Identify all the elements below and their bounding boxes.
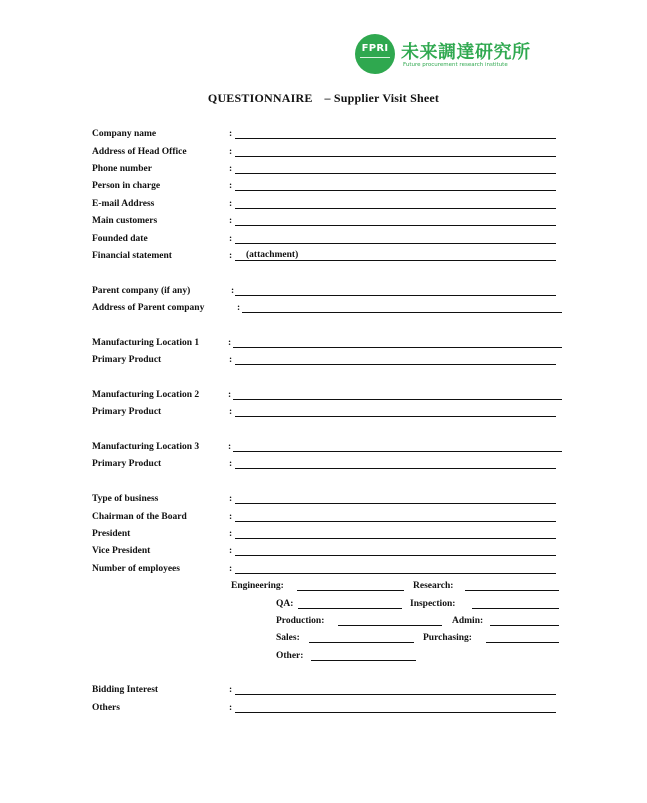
research-input-line[interactable] [465, 578, 559, 591]
colon: : [229, 251, 233, 261]
chairman-field [92, 509, 562, 523]
founded-date-field [92, 231, 562, 245]
mfg-location-2-input-line[interactable] [233, 387, 562, 400]
qa-label: QA: [276, 599, 294, 609]
inspection-field [410, 596, 561, 610]
others-field [92, 700, 562, 714]
mfg-location-1-input-line[interactable] [233, 335, 562, 348]
bidding-interest-field [92, 682, 562, 696]
colon: : [229, 512, 233, 522]
parent-company-label: Parent company (if any) [92, 286, 191, 296]
email-label: E-mail Address [92, 199, 155, 209]
sales-input-line[interactable] [309, 630, 414, 643]
title-main: QUESTIONNAIRE [207, 91, 313, 105]
colon: : [229, 199, 233, 209]
colon: : [229, 494, 233, 504]
colon: : [237, 303, 241, 313]
colon: : [229, 564, 233, 574]
other-label: Other: [276, 651, 304, 661]
purchasing-field [423, 630, 561, 644]
colon: : [229, 529, 233, 539]
primary-product-1-input-line[interactable] [235, 352, 556, 365]
president-input-line[interactable] [235, 526, 556, 539]
company-name-label: Company name [92, 129, 157, 139]
engineering-label: Engineering: [231, 581, 284, 591]
inspection-input-line[interactable] [472, 596, 559, 609]
financial-statement-value: (attachment) [246, 250, 299, 260]
vice-president-field [92, 543, 562, 557]
inspection-label: Inspection: [410, 599, 456, 609]
person-in-charge-input-line[interactable] [235, 178, 556, 191]
primary-product-2-input-line[interactable] [235, 404, 556, 417]
purchasing-label: Purchasing: [423, 633, 472, 643]
title-sub: – Supplier Visit Sheet [324, 91, 440, 105]
company-name-field [92, 126, 562, 140]
production-field [276, 613, 444, 627]
primary-product-2-field [92, 404, 562, 418]
main-customers-field [92, 213, 562, 227]
colon: : [229, 407, 233, 417]
vice-president-label: Vice President [92, 546, 151, 556]
parent-address-label: Address of Parent company [92, 303, 205, 313]
colon: : [228, 442, 232, 452]
primary-product-3-input-line[interactable] [235, 456, 556, 469]
mfg-location-2-field [92, 387, 562, 401]
colon: : [229, 234, 233, 244]
colon: : [229, 685, 233, 695]
type-of-business-field [92, 491, 562, 505]
num-employees-field [92, 561, 562, 575]
page-title [0, 91, 647, 106]
colon: : [228, 338, 232, 348]
type-of-business-input-line[interactable] [235, 491, 556, 504]
research-label: Research: [413, 581, 454, 591]
bidding-interest-input-line[interactable] [235, 682, 556, 695]
colon: : [231, 286, 235, 296]
num-employees-input-line[interactable] [235, 561, 556, 574]
head-office-label: Address of Head Office [92, 147, 187, 157]
vice-president-input-line[interactable] [235, 543, 556, 556]
company-logo [355, 34, 565, 74]
email-field [92, 196, 562, 210]
email-input-line[interactable] [235, 196, 556, 209]
admin-field [452, 613, 561, 627]
colon: : [229, 355, 233, 365]
engineering-field [231, 578, 406, 592]
colon: : [229, 459, 233, 469]
parent-address-field [92, 300, 562, 314]
colon: : [228, 390, 232, 400]
president-field [92, 526, 562, 540]
logo-tagline: Future procurement research institute [403, 62, 508, 68]
colon: : [229, 703, 233, 713]
logo-underline [360, 57, 390, 62]
production-label: Production: [276, 616, 325, 626]
mfg-location-3-input-line[interactable] [233, 439, 562, 452]
other-field [276, 648, 418, 662]
production-input-line[interactable] [338, 613, 442, 626]
chairman-input-line[interactable] [235, 509, 556, 522]
research-field [413, 578, 561, 592]
admin-label: Admin: [452, 616, 484, 626]
phone-field [92, 161, 562, 175]
logo-name: 未来調達研究所 [401, 42, 531, 63]
primary-product-3-field [92, 456, 562, 470]
colon: : [229, 129, 233, 139]
colon: : [229, 164, 233, 174]
sales-label: Sales: [276, 633, 300, 643]
logo-abbreviation: FPRI [361, 43, 389, 54]
phone-input-line[interactable] [235, 161, 556, 174]
colon: : [229, 147, 233, 157]
mfg-location-2-label: Manufacturing Location 2 [92, 390, 200, 400]
financial-statement-field [92, 248, 562, 262]
sales-field [276, 630, 416, 644]
primary-product-2-label: Primary Product [92, 407, 162, 417]
num-employees-label: Number of employees [92, 564, 180, 574]
financial-statement-label: Financial statement [92, 251, 172, 261]
others-input-line[interactable] [235, 700, 556, 713]
founded-date-label: Founded date [92, 234, 148, 244]
person-in-charge-field [92, 178, 562, 192]
primary-product-1-field [92, 352, 562, 366]
colon: : [229, 181, 233, 191]
head-office-field [92, 144, 562, 158]
parent-address-input-line[interactable] [242, 300, 562, 313]
type-of-business-label: Type of business [92, 494, 159, 504]
colon: : [229, 546, 233, 556]
head-office-input-line[interactable] [235, 144, 556, 157]
chairman-label: Chairman of the Board [92, 512, 187, 522]
founded-date-input-line[interactable] [235, 231, 556, 244]
qa-field [276, 596, 404, 610]
company-name-input-line[interactable] [235, 126, 556, 139]
others-label: Others [92, 703, 120, 713]
main-customers-input-line[interactable] [235, 213, 556, 226]
colon: : [229, 216, 233, 226]
primary-product-1-label: Primary Product [92, 355, 162, 365]
president-label: President [92, 529, 131, 539]
mfg-location-3-field [92, 439, 562, 453]
qa-input-line[interactable] [298, 596, 402, 609]
engineering-input-line[interactable] [297, 578, 404, 591]
person-in-charge-label: Person in charge [92, 181, 161, 191]
mfg-location-1-label: Manufacturing Location 1 [92, 338, 200, 348]
admin-input-line[interactable] [490, 613, 559, 626]
bidding-interest-label: Bidding Interest [92, 685, 159, 695]
mfg-location-3-label: Manufacturing Location 3 [92, 442, 200, 452]
primary-product-3-label: Primary Product [92, 459, 162, 469]
parent-company-input-line[interactable] [235, 283, 556, 296]
other-input-line[interactable] [311, 648, 416, 661]
parent-company-field [92, 283, 562, 297]
main-customers-label: Main customers [92, 216, 158, 226]
mfg-location-1-field [92, 335, 562, 349]
phone-label: Phone number [92, 164, 152, 174]
purchasing-input-line[interactable] [486, 630, 559, 643]
logo-emblem [355, 34, 395, 74]
